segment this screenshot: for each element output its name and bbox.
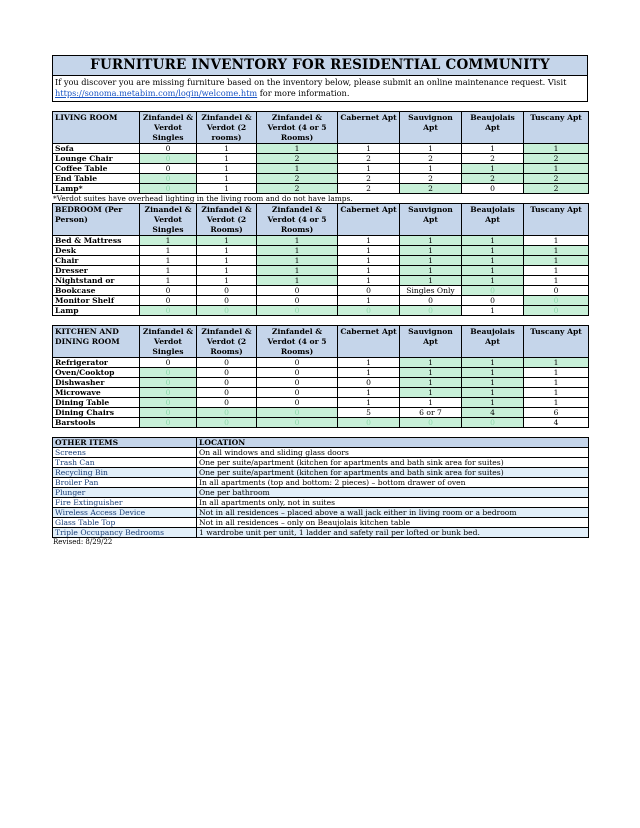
table-cell: 0 <box>462 296 524 306</box>
table-cell: 0 <box>338 378 400 388</box>
table-cell: 1 <box>524 388 589 398</box>
table-cell: 0 <box>197 388 257 398</box>
table-cell: 2 <box>338 174 400 184</box>
living-room-table <box>52 111 589 194</box>
item-location: One per suite/apartment (kitchen for apartments and bath sink area for suites) <box>197 458 589 468</box>
table-cell: 1 <box>462 358 524 368</box>
table-cell: 0 <box>400 306 462 316</box>
row-label: Nightstand or <box>53 276 140 286</box>
table-cell: 1 <box>197 164 257 174</box>
table-cell: 0 <box>524 296 589 306</box>
table-cell: 1 <box>140 266 197 276</box>
page-title: FURNITURE INVENTORY FOR RESIDENTIAL COMMUNITY <box>53 56 587 76</box>
table-cell: 0 <box>140 154 197 164</box>
table-row-bookcase <box>53 286 589 296</box>
table-cell: 0 <box>140 408 197 418</box>
table-cell: 0 <box>257 296 338 306</box>
item-location: Not in all residences – only on Beaujolais kitchen table <box>197 518 589 528</box>
table-row-lamp <box>53 184 589 194</box>
table-cell: 0 <box>257 418 338 428</box>
table-cell: 1 <box>140 256 197 266</box>
item-name: Fire Extinguisher <box>53 498 197 508</box>
table-cell: 1 <box>140 236 197 246</box>
table-cell: 0 <box>197 418 257 428</box>
item-name: Trash Can <box>53 458 197 468</box>
item-location: On all windows and sliding glass doors <box>197 448 589 458</box>
item-location: One per bathroom <box>197 488 589 498</box>
table-cell: 1 <box>524 144 589 154</box>
column-header: Tuscany Apt <box>524 204 589 236</box>
table-cell: 0 <box>140 358 197 368</box>
table-cell: 1 <box>462 388 524 398</box>
table-cell: 1 <box>524 266 589 276</box>
column-header: KITCHEN AND DINING ROOM <box>53 326 140 358</box>
title-box <box>52 55 588 102</box>
table-cell: 0 <box>257 388 338 398</box>
item-name: Glass Table Top <box>53 518 197 528</box>
column-header: Sauvignon Apt <box>400 112 462 144</box>
table-cell: 2 <box>524 174 589 184</box>
table-cell: 2 <box>257 184 338 194</box>
table-cell: 1 <box>524 378 589 388</box>
intro-text <box>53 76 587 101</box>
table-row-glass-table-top <box>53 518 589 528</box>
column-header: LIVING ROOM <box>53 112 140 144</box>
table-cell: 1 <box>140 246 197 256</box>
table-cell: 0 <box>257 398 338 408</box>
table-cell: 1 <box>338 246 400 256</box>
table-cell: 0 <box>140 296 197 306</box>
table-row-recycling-bin <box>53 468 589 478</box>
table-row-triple-occupancy-bedrooms <box>53 528 589 538</box>
table-cell: 4 <box>462 408 524 418</box>
table-cell: 4 <box>524 418 589 428</box>
revised-date: Revised: 8/29/22 <box>53 538 113 546</box>
table-row-lounge-chair <box>53 154 589 164</box>
table-cell: 1 <box>462 368 524 378</box>
column-header: Beaujolais Apt <box>462 326 524 358</box>
table-cell: 0 <box>140 144 197 154</box>
table-cell: 1 <box>462 164 524 174</box>
intro-body: If you discover you are missing furniture based on the inventory below, please submit an online maintenance request. Visit <box>55 77 567 87</box>
table-row-wireless-access-device <box>53 508 589 518</box>
table-cell: 1 <box>524 358 589 368</box>
table-cell: 1 <box>257 246 338 256</box>
table-cell: 1 <box>400 378 462 388</box>
table-cell: 0 <box>462 418 524 428</box>
header-row <box>53 326 589 358</box>
table-cell: 1 <box>400 368 462 378</box>
row-label: Chair <box>53 256 140 266</box>
column-header: Zinfandel & Verdot (2 Rooms) <box>197 326 257 358</box>
table-cell: 1 <box>524 164 589 174</box>
table-row-oven-cooktop <box>53 368 589 378</box>
verdot-lighting-note: *Verdot suites have overhead lighting in the living room and do not have lamps. <box>53 194 353 203</box>
table-cell: Singles Only <box>400 286 462 296</box>
table-cell: 1 <box>462 266 524 276</box>
table-cell: 1 <box>257 236 338 246</box>
table-cell: 0 <box>140 378 197 388</box>
table-cell: 1 <box>338 256 400 266</box>
table-cell: 0 <box>338 418 400 428</box>
maintenance-link[interactable]: https://sonoma.metabim.com/login/welcome.htm <box>55 88 258 98</box>
table-cell: 1 <box>400 388 462 398</box>
column-header: Zinfandel & Verdot (4 or 5 Rooms) <box>257 204 338 236</box>
table-cell: 1 <box>400 144 462 154</box>
table-cell: 1 <box>338 236 400 246</box>
row-label: Desk <box>53 246 140 256</box>
table-cell: 1 <box>257 276 338 286</box>
table-cell: 1 <box>338 276 400 286</box>
table-row-dishwasher <box>53 378 589 388</box>
table-cell: 1 <box>400 398 462 408</box>
table-cell: 1 <box>400 164 462 174</box>
table-cell: 2 <box>257 154 338 164</box>
kitchen-dining-table <box>52 325 589 428</box>
table-cell: 0 <box>257 358 338 368</box>
table-row-coffee-table <box>53 164 589 174</box>
table-cell: 0 <box>140 398 197 408</box>
item-location: In all apartments (top and bottom: 2 pieces) – bottom drawer of oven <box>197 478 589 488</box>
table-cell: 5 <box>338 408 400 418</box>
row-label: Microwave <box>53 388 140 398</box>
table-row-trash-can <box>53 458 589 468</box>
item-location: 1 wardrobe unit per unit, 1 ladder and safety rail per lofted or bunk bed. <box>197 528 589 538</box>
column-header: Zinfandel & Verdot (4 or 5 Rooms) <box>257 112 338 144</box>
table-cell: 1 <box>257 266 338 276</box>
row-label: Refrigerator <box>53 358 140 368</box>
header-row <box>53 204 589 236</box>
table-cell: 0 <box>140 306 197 316</box>
table-cell: 1 <box>338 368 400 378</box>
table-cell: 1 <box>197 256 257 266</box>
inventory-page <box>52 55 588 547</box>
table-row-broiler-pan <box>53 478 589 488</box>
row-label: Lounge Chair <box>53 154 140 164</box>
table-cell: 1 <box>462 398 524 408</box>
table-cell: 0 <box>462 184 524 194</box>
column-header: Sauvignon Apt <box>400 326 462 358</box>
table-cell: 1 <box>400 266 462 276</box>
table-cell: 1 <box>462 246 524 256</box>
table-row-fire-extinguisher <box>53 498 589 508</box>
table-cell: 2 <box>400 174 462 184</box>
table-cell: 0 <box>140 368 197 378</box>
table-cell: 0 <box>462 286 524 296</box>
item-name: Triple Occupancy Bedrooms <box>53 528 197 538</box>
row-label: Dishwasher <box>53 378 140 388</box>
item-name: Recycling Bin <box>53 468 197 478</box>
table-row-sofa <box>53 144 589 154</box>
table-cell: 2 <box>400 184 462 194</box>
row-label: Dining Chairs <box>53 408 140 418</box>
table-cell: 1 <box>197 276 257 286</box>
table-row-dining-chairs <box>53 408 589 418</box>
table-cell: 1 <box>197 246 257 256</box>
table-cell: 1 <box>338 144 400 154</box>
table-cell: 0 <box>197 296 257 306</box>
table-cell: 0 <box>257 368 338 378</box>
table-cell: 1 <box>400 358 462 368</box>
table-cell: 1 <box>462 306 524 316</box>
column-header: Cabernet Apt <box>338 326 400 358</box>
row-label: Dining Table <box>53 398 140 408</box>
table-cell: 0 <box>257 286 338 296</box>
item-name: Wireless Access Device <box>53 508 197 518</box>
table-cell: 1 <box>197 174 257 184</box>
row-label: Oven/Cooktop <box>53 368 140 378</box>
column-header: Tuscany Apt <box>524 326 589 358</box>
row-label: Sofa <box>53 144 140 154</box>
table-cell: 1 <box>524 398 589 408</box>
item-location: One per suite/apartment (kitchen for apartments and bath sink area for suites) <box>197 468 589 478</box>
column-header: OTHER ITEMS <box>53 438 197 448</box>
table-cell: 6 or 7 <box>400 408 462 418</box>
table-cell: 1 <box>524 246 589 256</box>
table-cell: 1 <box>400 246 462 256</box>
table-cell: 1 <box>462 256 524 266</box>
table-cell: 1 <box>338 358 400 368</box>
row-label: Coffee Table <box>53 164 140 174</box>
table-cell: 0 <box>257 378 338 388</box>
header-row <box>53 112 589 144</box>
table-cell: 1 <box>524 256 589 266</box>
table-cell: 0 <box>140 184 197 194</box>
column-header: Zinfandel & Verdot Singles <box>140 326 197 358</box>
table-cell: 0 <box>524 306 589 316</box>
table-cell: 0 <box>257 306 338 316</box>
table-cell: 0 <box>140 174 197 184</box>
table-row-barstools <box>53 418 589 428</box>
column-header: Sauvignon Apt <box>400 204 462 236</box>
table-cell: 0 <box>257 408 338 418</box>
row-label: Monitor Shelf <box>53 296 140 306</box>
table-row-plunger <box>53 488 589 498</box>
other-items-table <box>52 437 589 538</box>
table-cell: 0 <box>197 368 257 378</box>
table-cell: 2 <box>338 154 400 164</box>
table-cell: 1 <box>257 144 338 154</box>
table-row-desk <box>53 246 589 256</box>
table-cell: 0 <box>140 418 197 428</box>
row-label: Bookcase <box>53 286 140 296</box>
table-cell: 2 <box>462 174 524 184</box>
column-header: Zinfandel & Verdot (4 or 5 Rooms) <box>257 326 338 358</box>
intro-tail: for more information. <box>257 88 350 98</box>
table-cell: 0 <box>197 398 257 408</box>
table-row-microwave <box>53 388 589 398</box>
table-cell: 0 <box>400 418 462 428</box>
column-header: Zinfandel & Verdot (2 Rooms) <box>197 204 257 236</box>
table-cell: 1 <box>338 164 400 174</box>
table-cell: 0 <box>140 164 197 174</box>
table-cell: 0 <box>400 296 462 306</box>
column-header: Zinfandel & Verdot Singles <box>140 112 197 144</box>
column-header: BEDROOM (Per Person) <box>53 204 140 236</box>
column-header: Cabernet Apt <box>338 112 400 144</box>
table-cell: 2 <box>338 184 400 194</box>
table-row-dresser <box>53 266 589 276</box>
bedroom-table <box>52 203 589 316</box>
table-cell: 1 <box>462 236 524 246</box>
table-cell: 1 <box>524 276 589 286</box>
row-label: Dresser <box>53 266 140 276</box>
table-cell: 1 <box>197 236 257 246</box>
table-cell: 1 <box>462 378 524 388</box>
table-cell: 0 <box>524 286 589 296</box>
item-name: Screens <box>53 448 197 458</box>
table-cell: 1 <box>197 184 257 194</box>
table-row-chair <box>53 256 589 266</box>
table-cell: 6 <box>524 408 589 418</box>
item-name: Broiler Pan <box>53 478 197 488</box>
table-row-lamp <box>53 306 589 316</box>
table-cell: 0 <box>140 388 197 398</box>
table-cell: 1 <box>338 398 400 408</box>
column-header: Zinfandel & Verdot (2 rooms) <box>197 112 257 144</box>
column-header: Zinandel & Verdot Singles <box>140 204 197 236</box>
table-cell: 1 <box>462 144 524 154</box>
table-cell: 1 <box>462 276 524 286</box>
item-location: Not in all residences – placed above a wall jack either in living room or a bedroom <box>197 508 589 518</box>
table-cell: 0 <box>197 408 257 418</box>
table-row-end-table <box>53 174 589 184</box>
header-row <box>53 438 589 448</box>
table-cell: 1 <box>338 266 400 276</box>
item-location: In all apartments only, not in suites <box>197 498 589 508</box>
table-cell: 0 <box>140 286 197 296</box>
table-cell: 1 <box>400 276 462 286</box>
table-cell: 1 <box>400 256 462 266</box>
table-cell: 0 <box>338 306 400 316</box>
table-cell: 0 <box>338 286 400 296</box>
table-cell: 2 <box>524 184 589 194</box>
row-label: End Table <box>53 174 140 184</box>
table-cell: 1 <box>338 388 400 398</box>
table-row-monitor-shelf <box>53 296 589 306</box>
table-cell: 0 <box>197 286 257 296</box>
column-header: LOCATION <box>197 438 589 448</box>
table-cell: 1 <box>338 296 400 306</box>
item-name: Plunger <box>53 488 197 498</box>
table-row-bed-mattress <box>53 236 589 246</box>
column-header: Beaujolais Apt <box>462 204 524 236</box>
table-cell: 1 <box>524 368 589 378</box>
table-cell: 1 <box>257 164 338 174</box>
table-cell: 2 <box>257 174 338 184</box>
table-cell: 2 <box>400 154 462 164</box>
table-cell: 1 <box>140 276 197 286</box>
column-header: Tuscany Apt <box>524 112 589 144</box>
table-cell: 2 <box>524 154 589 164</box>
row-label: Barstools <box>53 418 140 428</box>
table-row-dining-table <box>53 398 589 408</box>
table-cell: 0 <box>197 306 257 316</box>
table-cell: 2 <box>462 154 524 164</box>
row-label: Lamp <box>53 306 140 316</box>
table-cell: 0 <box>197 378 257 388</box>
table-row-screens <box>53 448 589 458</box>
row-label: Bed & Mattress <box>53 236 140 246</box>
table-row-nightstand-or <box>53 276 589 286</box>
table-cell: 1 <box>197 144 257 154</box>
table-cell: 1 <box>197 266 257 276</box>
row-label: Lamp* <box>53 184 140 194</box>
table-row-refrigerator <box>53 358 589 368</box>
table-cell: 1 <box>400 236 462 246</box>
table-cell: 0 <box>197 358 257 368</box>
table-cell: 1 <box>524 236 589 246</box>
table-cell: 1 <box>197 154 257 164</box>
table-cell: 1 <box>257 256 338 266</box>
column-header: Cabernet Apt <box>338 204 400 236</box>
column-header: Beaujolais Apt <box>462 112 524 144</box>
